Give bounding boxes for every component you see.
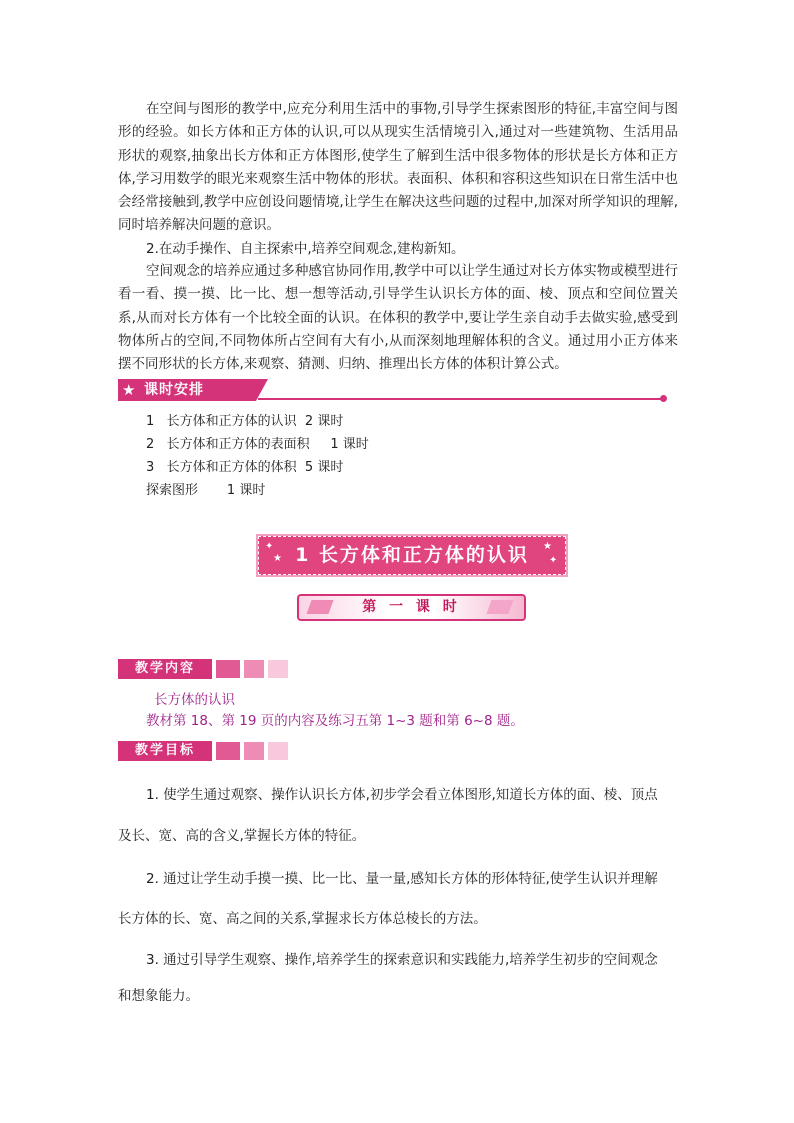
teaching-content-label: 教学内容 (134, 661, 195, 676)
goal-1-line2: 及长、宽、高的含义,掌握长方体的特征。 (118, 828, 366, 844)
teaching-goals-label: 教学目标 (134, 743, 195, 758)
schedule-item: 2 长方体和正方体的表面积 1 课时 (146, 437, 369, 452)
goal-3-line2: 和想象能力。 (118, 988, 199, 1004)
content-textbook-pages: 教材第 18、第 19 页的内容及练习五第 1~3 题和第 6~8 题。 (146, 713, 524, 729)
schedule-item: 1 长方体和正方体的认识 2 课时 (146, 414, 344, 429)
schedule-item: 3 长方体和正方体的体积 5 课时 (146, 460, 344, 475)
point-2-heading: 2.在动手操作、自主探索中,培养空间观念,建构新知。 (146, 241, 465, 257)
goal-1-line1: 1. 使学生通过观察、操作认识长方体,初步学会看立体图形,知道长方体的面、棱、顶点 (146, 787, 658, 803)
schedule-header (118, 379, 674, 401)
sparkle-icon: ✦ (265, 541, 274, 552)
sparkle-icon: ✦ (549, 555, 558, 566)
goal-3-line1: 3. 通过引导学生观察、操作,培养学生的探索意识和实践能力,培养学生初步的空间观念 (146, 952, 658, 968)
schedule-header-label: 课时安排 (144, 382, 204, 398)
goal-2-line1: 2. 通过让学生动手摸一摸、比一比、量一量,感知长方体的形体特征,使学生认识并理解 (146, 871, 658, 887)
sparkle-icon: ★ (543, 541, 552, 552)
lesson-title: 第 一 课 时 (362, 599, 461, 615)
unit-title-banner (258, 536, 566, 575)
unit-title: 1 长方体和正方体的认识 (295, 544, 529, 566)
sparkle-icon: ★ (273, 553, 282, 564)
spatial-concept-paragraph: 空间观念的培养应通过多种感官协同作用,教学中可以让学生通过对长方体实物或模型进行看一看、摸一摸、比一比、想一想等活动,引导学生认识长方体的面、棱、顶点和空间位置关系,从而对长方体有一个比较全面的认识。在体积的教学中,要让学生亲自动手去做实验,感受到物体所占的空间,不同物体所占空间有大有小,从而深刻地理解体积的含义。通过用小正方体来摆不同形状的长方体,来观察、猜测、归纳、推理出长方体的体积计算公式。 (118, 263, 678, 373)
content-topic: 长方体的认识 (154, 692, 235, 708)
intro-paragraph: 在空间与图形的教学中,应充分利用生活中的事物,引导学生探索图形的特征,丰富空间与图形的经验。如长方体和正方体的认识,可以从现实生活情境引入,通过对一些建筑物、生活用品形状的观察,抽象出长方体和正方体图形,使学生了解到生活中很多物体的形状是长方体和正方体,学习用数学的眼光来观察生活中物体的形状。表面积、体积和容积这些知识在日常生活中也会经常接触到,教学中应创设问题情境,让学生在解决这些问题的过程中,加深对所学知识的理解,同时培养解决问题的意识。 (118, 101, 678, 234)
lesson-banner (297, 594, 526, 621)
goal-2-line2: 长方体的长、宽、高之间的关系,掌握求长方体总棱长的方法。 (118, 911, 487, 927)
star-icon: ★ (122, 381, 136, 399)
schedule-item: 探索图形 1 课时 (146, 483, 266, 498)
